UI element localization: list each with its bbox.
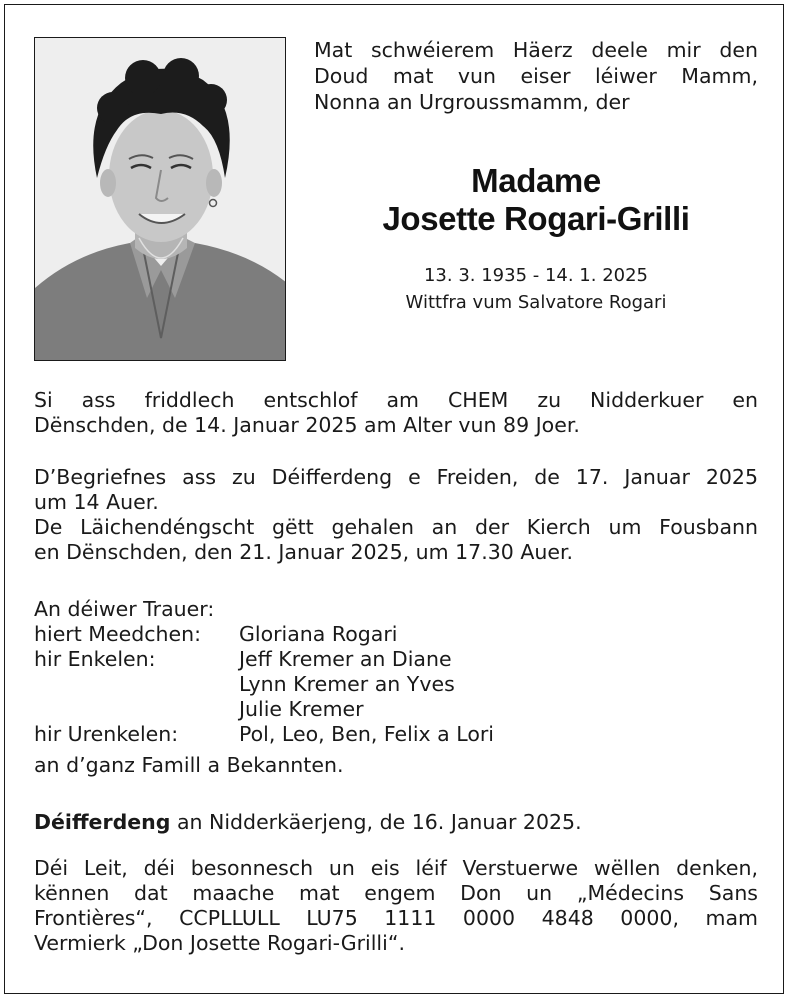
deceased-title: Madame <box>471 162 601 199</box>
mourners-heading: An déiwer Trauer: <box>34 597 215 621</box>
mourner-row <box>34 622 758 647</box>
funeral-paragraph <box>34 465 758 565</box>
paragraph-line: um 14 Auer. <box>34 490 159 514</box>
mourner-row <box>34 722 758 747</box>
place-date-line <box>34 810 758 835</box>
mourner-name: Gloriana Rogari <box>239 622 398 646</box>
mourner-role: hir Enkelen: <box>34 647 156 671</box>
life-dates: 13. 3. 1935 - 14. 1. 2025 <box>423 265 649 286</box>
widow-relation: Wittfra vum Salvatore Rogari <box>405 292 667 313</box>
mourner-role <box>34 697 239 722</box>
death-notice-paragraph <box>34 388 758 438</box>
paragraph-line: Vermierk „Don Josette Rogari-Grilli“. <box>34 931 405 955</box>
paragraph-line: D’Begriefnes ass zu Déifferdeng e Freiden, de 17. Januar 2025 <box>34 465 758 489</box>
paragraph-line: Dënschden, de 14. Januar 2025 am Alter vun 89 Joer. <box>34 413 580 437</box>
paragraph-line: De Läichendéngscht gëtt gehalen an der Kierch um Fousbann <box>34 515 758 539</box>
intro-line: Mat schwéierem Häerz deele mir den <box>314 38 758 62</box>
mourner-name: Lynn Kremer an Yves <box>239 672 455 696</box>
mourner-name: Pol, Leo, Ben, Felix a Lori <box>239 722 494 746</box>
mourners-closing: an d’ganz Famill a Bekannten. <box>34 753 344 777</box>
mourners-section <box>34 597 758 778</box>
mourner-row <box>34 647 758 672</box>
intro-text <box>314 37 758 115</box>
portrait-photo <box>34 37 286 361</box>
paragraph-line: kënnen dat maache mat engem Don un „Médecins Sans <box>34 881 758 905</box>
deceased-name: Josette Rogari-Grilli <box>382 200 690 237</box>
life-dates-block <box>314 262 758 316</box>
place-date-rest: an Nidderkäerjeng, de 16. Januar 2025. <box>170 810 582 834</box>
paragraph-line: Déi Leit, déi besonnesch un eis léif Verstuerwe wëllen denken, <box>34 856 758 880</box>
deceased-name-block <box>314 162 758 238</box>
paragraph-line: Si ass friddlech entschlof am CHEM zu Nidderkuer en <box>34 388 758 412</box>
mourner-role <box>34 672 239 697</box>
paragraph-line: en Dënschden, den 21. Januar 2025, um 17.30 Auer. <box>34 540 574 564</box>
place-name: Déifferdeng <box>34 810 171 834</box>
mourner-role: hiert Meedchen: <box>34 622 201 646</box>
mourner-name: Jeff Kremer an Diane <box>239 647 452 671</box>
mourner-role: hir Urenkelen: <box>34 722 179 746</box>
mourner-name: Julie Kremer <box>239 697 364 721</box>
mourner-row <box>34 697 758 722</box>
paragraph-line: Frontières“, CCPLLULL LU75 1111 0000 4848 0000, mam <box>34 906 758 930</box>
mourner-row <box>34 672 758 697</box>
intro-line: Doud mat vun eiser léiwer Mamm, <box>314 64 758 88</box>
intro-line: Nonna an Urgroussmamm, der <box>314 90 630 114</box>
donation-paragraph <box>34 856 758 956</box>
